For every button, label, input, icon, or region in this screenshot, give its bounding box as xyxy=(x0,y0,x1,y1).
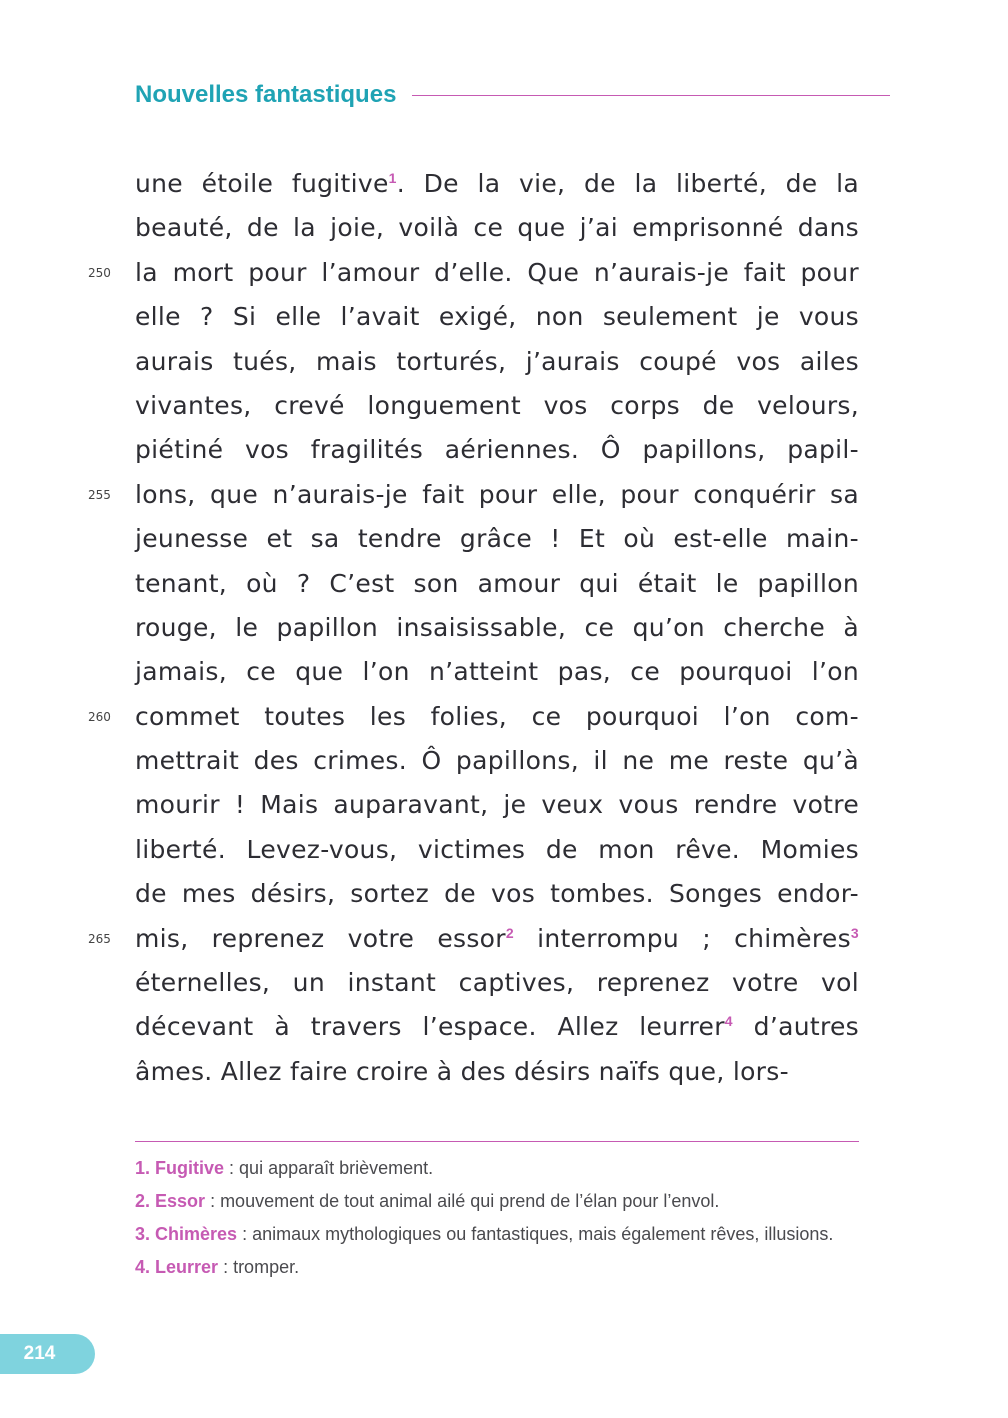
text-segment: âmes. Allez faire croire à des désirs naïfs que, lors- xyxy=(135,1056,789,1086)
footnote xyxy=(135,1254,859,1280)
text-line xyxy=(135,384,859,428)
text-segment: piétiné vos fragilités aériennes. Ô papillons, papil- xyxy=(135,435,859,465)
text-line xyxy=(88,251,859,295)
footnote-definition: : tromper. xyxy=(218,1257,300,1277)
text-line xyxy=(135,562,859,606)
text-segment: d’autres xyxy=(732,1012,859,1042)
text-segment: elle ? Si elle l’avait exigé, non seulement je vous xyxy=(135,302,859,332)
text-line xyxy=(135,162,859,206)
text-segment: interrompu ; chimères xyxy=(513,923,851,953)
text-segment: commet toutes les folies, ce pourquoi l’on com- xyxy=(135,701,859,731)
text-segment: tenant, où ? C’est son amour qui était le papillon xyxy=(135,568,859,598)
text-line xyxy=(135,961,859,1005)
text-segment: mettrait des crimes. Ô papillons, il ne me reste qu’à xyxy=(135,746,859,776)
footnote-divider xyxy=(135,1141,859,1142)
line-number: 255 xyxy=(88,487,111,502)
text-line xyxy=(135,1050,859,1094)
text-line xyxy=(135,828,859,872)
text-line xyxy=(135,206,859,250)
text-line xyxy=(135,428,859,472)
footnote xyxy=(135,1188,859,1214)
text-segment: mourir ! Mais auparavant, je veux vous rendre votre xyxy=(135,790,859,820)
text-line xyxy=(135,872,859,916)
text-line xyxy=(88,473,859,517)
text-segment: vivantes, crevé longuement vos corps de velours, xyxy=(135,390,859,420)
text-segment: jeunesse et sa tendre grâce ! Et où est-elle main- xyxy=(135,524,859,554)
footnote-ref: 1 xyxy=(388,170,397,186)
line-number: 260 xyxy=(88,709,111,724)
footnote-number: 3. xyxy=(135,1224,151,1244)
footnote-number: 2. xyxy=(135,1191,151,1211)
text-segment: rouge, le papillon insaisissable, ce qu’on cherche à xyxy=(135,612,859,642)
text-line xyxy=(135,739,859,783)
footnote-term: Chimères xyxy=(155,1224,238,1244)
text-line xyxy=(135,1005,859,1049)
text-segment: aurais tués, mais torturés, j’aurais coupé vos ailes xyxy=(135,346,859,376)
text-segment: une étoile fugitive xyxy=(135,169,389,198)
text-segment: jamais, ce que l’on n’atteint pas, ce pourquoi l’on xyxy=(135,657,859,687)
footnote-ref: 2 xyxy=(505,924,514,941)
page-number-tab xyxy=(0,1334,95,1374)
text-segment: . De la vie, de la liberté, de la xyxy=(396,169,859,198)
page-number: 214 xyxy=(23,1343,56,1364)
line-number: 265 xyxy=(88,931,111,946)
footnote-number: 4. xyxy=(135,1257,151,1277)
footnote-term: Essor xyxy=(155,1191,206,1211)
footnote-number: 1. xyxy=(135,1158,151,1178)
text-segment: beauté, de la joie, voilà ce que j’ai emprisonné dans xyxy=(135,213,859,243)
text-line xyxy=(135,783,859,827)
text-line xyxy=(135,517,859,561)
body-text xyxy=(88,162,859,1094)
text-segment: mis, reprenez votre essor xyxy=(135,923,506,953)
footnote xyxy=(135,1155,859,1181)
text-segment: décevant à travers l’espace. Allez leurrer xyxy=(135,1012,725,1042)
text-line xyxy=(135,340,859,384)
text-line xyxy=(135,606,859,650)
footnote-ref: 3 xyxy=(850,924,859,941)
text-line xyxy=(135,295,859,339)
footnote-term: Leurrer xyxy=(155,1257,219,1277)
text-line xyxy=(88,695,859,739)
footnotes xyxy=(135,1155,859,1287)
footnote-definition: : qui apparaît brièvement. xyxy=(224,1158,434,1178)
text-segment: la mort pour l’amour d’elle. Que n’aurais-je fait pour xyxy=(135,257,859,287)
footnote xyxy=(135,1221,859,1247)
text-segment: de mes désirs, sortez de vos tombes. Songes endor- xyxy=(135,879,859,909)
header-title: Nouvelles fantastiques xyxy=(135,81,397,108)
footnote-definition: : mouvement de tout animal ailé qui prend de l’élan pour l’envol. xyxy=(205,1191,720,1211)
line-number: 250 xyxy=(88,265,111,280)
text-line xyxy=(88,917,859,961)
footnote-ref: 4 xyxy=(724,1013,733,1030)
text-segment: éternelles, un instant captives, reprenez votre vol xyxy=(135,968,859,998)
header-rule xyxy=(412,95,890,96)
text-segment: liberté. Levez-vous, victimes de mon rêve. Momies xyxy=(135,834,859,864)
running-header xyxy=(135,78,890,112)
footnote-term: Fugitive xyxy=(155,1158,225,1178)
text-segment: lons, que n’aurais-je fait pour elle, pour conquérir sa xyxy=(135,479,859,509)
text-line xyxy=(135,650,859,694)
footnote-definition: : animaux mythologiques ou fantastiques, mais également rêves, illusions. xyxy=(237,1224,834,1244)
